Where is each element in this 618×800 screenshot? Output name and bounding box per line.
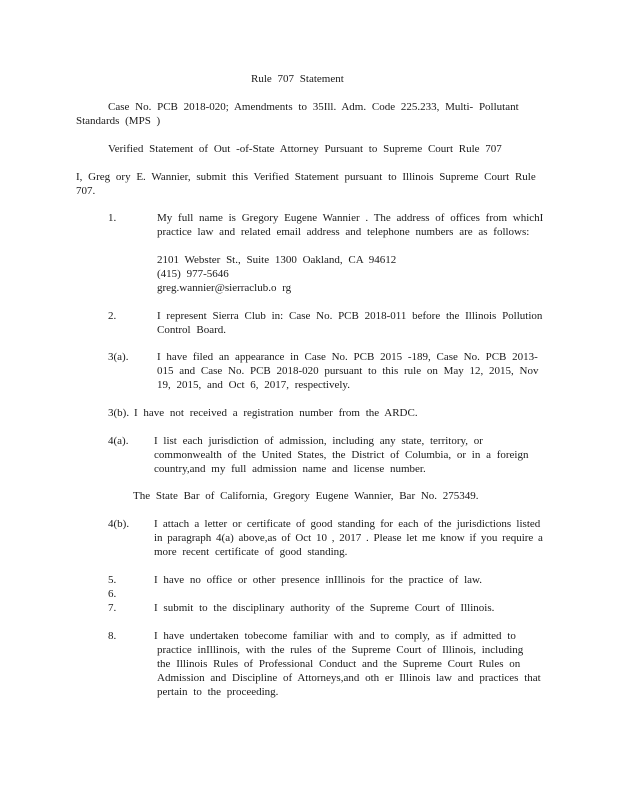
case-caption-line-2: Standards (MPS )	[76, 115, 161, 127]
item-3a-line-2: 015 and Case No. PCB 2018-020 pursuant to this rule on May 12, 2015, Nov	[157, 365, 539, 377]
item-number: 4(b).	[108, 518, 130, 530]
item-2-line-2: Control Board.	[157, 324, 226, 336]
item-2-line-1: I represent Sierra Club in: Case No. PCB 2018-011 before the Illinois Pollution	[157, 310, 543, 322]
address-street: 2101 Webster St., Suite 1300 Oakland, CA 94612	[157, 254, 397, 266]
item-8-line-3: the Illinois Rules of Professional Conduct and the Supreme Court Rules on	[157, 658, 521, 670]
item-8-line-5: pertain to the proceeding.	[157, 686, 279, 698]
item-number: 7.	[108, 602, 117, 614]
item-1-line-1: My full name is Gregory Eugene Wannier . The address of offices from whichI	[157, 212, 544, 224]
address-email: greg.wannier@sierraclub.o rg	[157, 282, 292, 294]
item-4a-line-3: country,and my full admission name and license number.	[154, 463, 426, 475]
item-number: 3(a).	[108, 351, 129, 363]
item-7-text: I submit to the disciplinary authority of the Supreme Court of Illinois.	[154, 602, 495, 614]
item-4b-line-3: more recent certificate of good standing.	[154, 546, 348, 558]
item-4b-line-1: I attach a letter or certificate of good standing for each of the jurisdictions listed	[154, 518, 541, 530]
item-8-line-4: Admission and Discipline of Attorneys,and oth er Illinois law and practices that	[157, 672, 541, 684]
item-8-line-1: I have undertaken tobecome familiar with and to comply, as if admitted to	[154, 630, 516, 642]
item-1-line-2: practice law and related email address and telephone numbers are as follows:	[157, 226, 530, 238]
case-caption-line-1: Case No. PCB 2018-020; Amendments to 35Ill. Adm. Code 225.233, Multi- Pollutant	[108, 101, 519, 113]
item-4a-line-2: commonwealth of the United States, the District of Columbia, or in a foreign	[154, 449, 529, 461]
item-3a-line-1: I have filed an appearance in Case No. PCB 2015 -189, Case No. PCB 2013-	[157, 351, 538, 363]
bar-statement: The State Bar of California, Gregory Eugene Wannier, Bar No. 275349.	[133, 490, 479, 502]
item-number: 8.	[108, 630, 117, 642]
item-3a-line-3: 19, 2015, and Oct 6, 2017, respectively.	[157, 379, 350, 391]
intro-line-2: 707.	[76, 185, 96, 197]
item-number: 3(b).	[108, 407, 130, 419]
item-number: 6.	[108, 588, 117, 600]
document-title: Rule 707 Statement	[251, 73, 344, 85]
item-3b-text: I have not received a registration number from the ARDC.	[134, 407, 418, 419]
document-subtitle: Verified Statement of Out -of-State Attorney Pursuant to Supreme Court Rule 707	[108, 143, 502, 155]
intro-line-1: I, Greg ory E. Wannier, submit this Verified Statement pursuant to Illinois Supreme Court Rule	[76, 171, 536, 183]
item-number: 4(a).	[108, 435, 129, 447]
address-phone: (415) 977-5646	[157, 268, 229, 280]
item-number: 1.	[108, 212, 117, 224]
item-number: 5.	[108, 574, 117, 586]
item-8-line-2: practice inIllinois, with the rules of the Supreme Court of Illinois, including	[157, 644, 524, 656]
item-4b-line-2: in paragraph 4(a) above,as of Oct 10 , 2017 . Please let me know if you require a	[154, 532, 543, 544]
item-number: 2.	[108, 310, 117, 322]
item-5-text: I have no office or other presence inIllinois for the practice of law.	[154, 574, 482, 586]
item-4a-line-1: I list each jurisdiction of admission, including any state, territory, or	[154, 435, 483, 447]
